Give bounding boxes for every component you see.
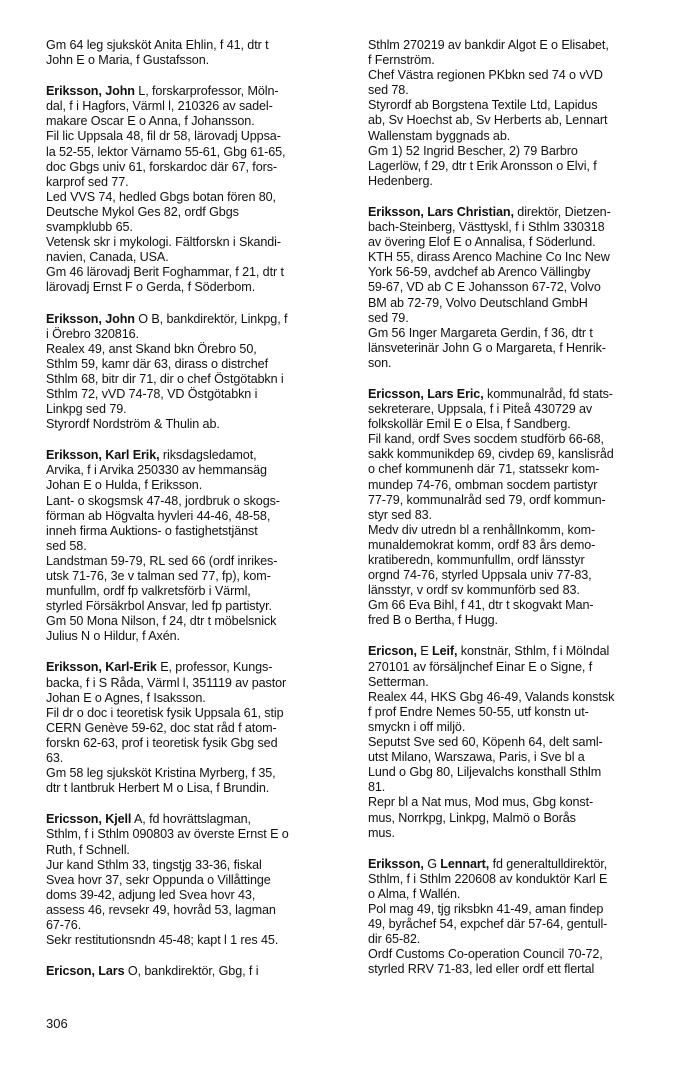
entry-line [46, 691, 338, 706]
entry-line [368, 887, 660, 902]
entry-text: styrled Försäkrbol Ansvar, led fp partistyr. [46, 599, 272, 614]
entry-name: Lennart, [440, 856, 490, 871]
entry-line [368, 795, 660, 810]
entry-line [368, 780, 660, 795]
entry-line [46, 676, 338, 691]
entry-line [46, 569, 338, 584]
entry-text: lärovadj Ernst F o Gerda, f Söderbom. [46, 280, 256, 295]
entry-text: Julius N o Hildur, f Axén. [46, 629, 180, 644]
entry-text: dir 65-82. [368, 932, 421, 947]
entry-line [46, 175, 338, 190]
entry-line [368, 68, 660, 83]
entry-text: sekreterare, Uppsala, f i Piteå 430729 av [368, 402, 593, 417]
entry-text: CERN Genève 59-62, doc stat råd f atom- [46, 720, 277, 735]
entry-line [46, 858, 338, 873]
entry-line [46, 84, 338, 99]
entry-text: la 52-55, lektor Värnamo 55-61, Gbg 61-65, [46, 144, 286, 159]
entry-text: f Fernström. [368, 53, 435, 68]
entry-text: O B, bankdirektör, Linkpg, f [134, 311, 288, 326]
biography-entry [46, 964, 338, 979]
entry-line [46, 843, 338, 858]
entry-line [368, 296, 660, 311]
entry-text: Fil lic Uppsala 48, fil dr 58, lärovadj Uppsa- [46, 129, 281, 144]
entry-line [46, 312, 338, 327]
entry-text: 67-76. [46, 917, 82, 932]
entry-text: riksdagsledamot, [159, 448, 257, 463]
biography-entry [46, 812, 338, 948]
entry-text: BM ab 72-79, Volvo Deutschland GmbH [368, 295, 588, 310]
entry-text: Landstman 59-79, RL sed 66 (ordf inrikes- [46, 553, 278, 568]
entry-line [46, 205, 338, 220]
entry-line [368, 83, 660, 98]
entry-line [368, 53, 660, 68]
entry-text: Sekr restitutionsndn 45-48; kapt l 1 res 45. [46, 933, 279, 948]
entry-line [368, 962, 660, 977]
biography-entry [46, 448, 338, 644]
entry-line [46, 280, 338, 295]
entry-line [368, 402, 660, 417]
entry-text: f prof Endre Nemes 50-55, utf konstn ut- [368, 704, 589, 719]
entry-line [46, 160, 338, 175]
entry-line [46, 478, 338, 493]
entry-name: Leif, [432, 644, 458, 659]
entry-text: svampklubb 65. [46, 220, 133, 235]
entry-line [46, 629, 338, 644]
entry-text: makare Oscar E o Anna, f Johansson. [46, 114, 255, 129]
biography-entry [368, 644, 660, 840]
entry-line [368, 720, 660, 735]
entry-text: sed 79. [368, 310, 409, 325]
biography-entry [46, 84, 338, 295]
entry-text: av övering Elof E o Annalisa, f Söderlund. [368, 235, 596, 250]
biography-entry [368, 38, 660, 189]
entry-line [368, 250, 660, 265]
entry-text: 77-79, kommunalråd sed 79, ordf kommun- [368, 492, 606, 507]
entry-text: Deutsche Mykol Ges 82, ordf Gbgs [46, 204, 239, 219]
entry-text: Pol mag 49, tjg riksbkn 41-49, aman findep [368, 901, 604, 916]
entry-line [368, 660, 660, 675]
entry-line [368, 235, 660, 250]
entry-text: Sthlm 72, vVD 74-78, VD Östgötabkn i [46, 386, 258, 401]
entry-name: Eriksson, [368, 856, 424, 871]
entry-text: direktör, Dietzen- [513, 204, 611, 219]
entry-text: Lagerlöw, f 29, dtr t Erik Aronsson o Elvi, f [368, 158, 597, 173]
entry-line [368, 159, 660, 174]
entry-text: länsveterinär John G o Margareta, f Henrik- [368, 340, 606, 355]
entry-line [46, 584, 338, 599]
entry-line [368, 462, 660, 477]
entry-text: sed 58. [46, 538, 87, 553]
entry-line [46, 129, 338, 144]
entry-text: E [416, 644, 433, 659]
entry-line [46, 357, 338, 372]
entry-text: kratiberedn, kommunfullm, ordf länsstyr [368, 553, 585, 567]
entry-text: folkskollär Emil E o Elsa, f Sandberg. [368, 417, 571, 432]
entry-line [46, 250, 338, 265]
entry-line [368, 326, 660, 341]
entry-line [368, 417, 660, 432]
entry-line [368, 447, 660, 462]
entry-line [46, 873, 338, 888]
biography-entry [368, 205, 660, 371]
entry-line [368, 598, 660, 613]
entry-text: Fil dr o doc i teoretisk fysik Uppsala 61, stip [46, 705, 284, 720]
entry-line [368, 857, 660, 872]
entry-text: Setterman. [368, 674, 429, 689]
entry-name: Ericson, Lars [46, 964, 125, 979]
entry-text: Realex 44, HKS Gbg 46-49, Valands konstsk [368, 689, 615, 704]
entry-name: Eriksson, John [46, 311, 135, 326]
entry-text: Arvika, f i Arvika 250330 av hemmansäg [46, 463, 267, 478]
entry-line [46, 933, 338, 948]
entry-text: A, fd hovrättslagman, [131, 812, 251, 827]
entry-text: bach-Steinberg, Västtyskl, f i Sthlm 330318 [368, 220, 605, 235]
entry-line [46, 964, 338, 979]
entry-line [368, 872, 660, 887]
entry-line [368, 129, 660, 144]
entry-text: sed 78. [368, 83, 409, 98]
entry-text: Jur kand Sthlm 33, tingstjg 33-36, fiskal [46, 857, 262, 872]
entry-text: Styrordf ab Borgstena Textile Ltd, Lapidus [368, 98, 598, 113]
entry-line [46, 463, 338, 478]
entry-line [368, 735, 660, 750]
entry-text: styrled RRV 71-83, led eller ordf ett flertal [368, 962, 595, 977]
entry-line [368, 38, 660, 53]
entry-text: doms 39-42, adjung led Svea hovr 43, [46, 887, 256, 902]
entry-line [46, 38, 338, 53]
entry-line [46, 599, 338, 614]
entry-line [46, 417, 338, 432]
entry-line [46, 220, 338, 235]
entry-text: doc Gbgs univ 61, forskardoc där 67, fors- [46, 159, 277, 174]
entry-line [368, 902, 660, 917]
entry-text: Lund o Gbg 80, Liljevalchs konsthall Sthlm [368, 765, 602, 780]
entry-line [368, 387, 660, 402]
entry-text: styr sed 83. [368, 507, 432, 522]
entry-line [46, 736, 338, 751]
entry-text: Repr bl a Nat mus, Mod mus, Gbg konst- [368, 795, 594, 810]
entry-text: O, bankdirektör, Gbg, f i [124, 964, 259, 979]
entry-line [368, 613, 660, 628]
entry-text: Seputst Sve sed 60, Köpenh 64, delt saml- [368, 735, 603, 750]
entry-text: kommunalråd, fd stats- [483, 386, 613, 401]
entry-line [368, 311, 660, 326]
entry-text: munaldemokrat komm, ordf 83 års demo- [368, 537, 596, 552]
entry-line [368, 675, 660, 690]
entry-text: Vetensk skr i mykologi. Fältforskn i Skandi- [46, 235, 281, 250]
entry-line [368, 705, 660, 720]
entry-text: 81. [368, 780, 386, 795]
entry-text: Hedenberg. [368, 173, 433, 188]
entry-text: utst Milano, Warszawa, Paris, i Sve bl a [368, 750, 585, 765]
entry-text: Gm 50 Mona Nilson, f 24, dtr t möbelsnick [46, 614, 277, 629]
entry-text: York 56-59, avdchef ab Arenco Vällingby [368, 265, 591, 280]
entry-name: Eriksson, John [46, 84, 135, 99]
entry-text: mus, Norrkpg, Linkpg, Malmö o Borås [368, 810, 576, 825]
entry-line [368, 220, 660, 235]
entry-text: son. [368, 355, 392, 370]
entry-text: konstnär, Sthlm, f i Mölndal [457, 644, 610, 659]
entry-line [368, 917, 660, 932]
entry-text: Sthlm 59, kamr där 63, dirass o distrchef [46, 356, 268, 371]
entry-text: Gm 66 Eva Bihl, f 41, dtr t skogvakt Man- [368, 598, 594, 613]
entry-text: backa, f i S Råda, Värml l, 351119 av pastor [46, 675, 287, 690]
entry-line [368, 341, 660, 356]
entry-name: Eriksson, Karl Erik, [46, 448, 160, 463]
entry-line [46, 660, 338, 675]
page-number: 306 [46, 1016, 68, 1031]
entry-line [46, 402, 338, 417]
entry-text: dal, f i Hagfors, Värml l, 210326 av sadel- [46, 99, 273, 114]
entry-text: smyckn i off miljö. [368, 719, 466, 734]
entry-text: assess 46, revsekr 49, hovråd 53, lagman [46, 902, 276, 917]
entry-line [46, 812, 338, 827]
entry-line [368, 811, 660, 826]
entry-line [368, 280, 660, 295]
entry-text: Wallenstam byggnads ab. [368, 128, 511, 143]
entry-line [46, 781, 338, 796]
biography-entry [368, 387, 660, 629]
entry-line [46, 614, 338, 629]
biography-entry [46, 312, 338, 433]
entry-line [368, 356, 660, 371]
entry-line [368, 113, 660, 128]
entry-line [368, 98, 660, 113]
entry-text: Ordf Customs Co-operation Council 70-72, [368, 947, 603, 962]
entry-text: orgnd 74-76, styrled Uppsala univ 77-83, [368, 568, 592, 583]
entry-line [368, 144, 660, 159]
entry-line [368, 553, 660, 568]
entry-text: John E o Maria, f Gustafsson. [46, 53, 209, 68]
entry-text: L, forskarprofessor, Möln- [134, 84, 279, 99]
entry-line [46, 99, 338, 114]
entry-line [46, 524, 338, 539]
entry-line [46, 918, 338, 933]
entry-text: inneh firma Auktions- o fastighetstjänst [46, 523, 258, 538]
entry-line [368, 568, 660, 583]
entry-line [46, 372, 338, 387]
entry-text: Johan E o Agnes, f Isaksson. [46, 690, 206, 705]
entry-line [368, 432, 660, 447]
entry-name: Eriksson, Lars Christian, [368, 204, 514, 219]
entry-line [46, 903, 338, 918]
entry-text: KTH 55, dirass Arenco Machine Co Inc New [368, 250, 610, 265]
entry-text: G [423, 856, 441, 871]
entry-text: mundep 74-76, ombman socdem partistyr [368, 477, 598, 492]
entry-text: navien, Canada, USA. [46, 250, 169, 265]
entry-line [46, 706, 338, 721]
entry-line [368, 538, 660, 553]
entry-text: Gm 46 lärovadj Berit Foghammar, f 21, dtr t [46, 265, 284, 280]
entry-text: Sthlm, f i Sthlm 220608 av konduktör Karl E [368, 871, 608, 886]
entry-line [46, 827, 338, 842]
entry-line [368, 690, 660, 705]
entry-line [46, 114, 338, 129]
entry-text: 49, byråchef 54, expchef där 57-64, gentull- [368, 917, 608, 932]
entry-text: 59-67, VD ab C E Johansson 67-72, Volvo [368, 280, 601, 295]
entry-text: munfullm, ordf fp valkretsförb i Värml, [46, 584, 251, 599]
entry-line [368, 493, 660, 508]
entry-text: Linkpg sed 79. [46, 402, 127, 417]
biography-entry [46, 38, 338, 68]
entry-name: Eriksson, Karl-Erik [46, 660, 157, 675]
entry-text: o Alma, f Wallén. [368, 886, 461, 901]
entry-text: 270101 av försäljnchef Einar E o Signe, f [368, 659, 593, 674]
entry-text: utsk 71-76, 3e v talman sed 77, fp), kom- [46, 569, 271, 583]
entry-text: Gm 58 leg sjuksköt Kristina Myrberg, f 35, [46, 766, 276, 781]
entry-line [46, 190, 338, 205]
left-column [46, 38, 338, 995]
entry-line [46, 327, 338, 342]
entry-line [46, 509, 338, 524]
entry-line [368, 523, 660, 538]
entry-line [368, 644, 660, 659]
entry-text: fd generaltulldirektör, [489, 856, 608, 871]
entry-line [368, 174, 660, 189]
entry-text: o chef kommunenh där 71, statssekr kom- [368, 462, 600, 477]
entry-text: Realex 49, anst Skand bkn Örebro 50, [46, 341, 257, 356]
entry-line [368, 265, 660, 280]
entry-text: i Örebro 320816. [46, 326, 139, 341]
entry-text: forskn 62-63, prof i teoretisk fysik Gbg sed [46, 735, 278, 750]
entry-line [46, 766, 338, 781]
entry-line [46, 265, 338, 280]
entry-line [368, 932, 660, 947]
entry-line [368, 583, 660, 598]
entry-text: ab, Sv Hoechst ab, Sv Herberts ab, Lennart [368, 113, 608, 128]
entry-line [46, 751, 338, 766]
entry-line [46, 448, 338, 463]
entry-text: Sthlm, f i Sthlm 090803 av överste Ernst E o [46, 827, 289, 842]
entry-line [46, 888, 338, 903]
entry-text: Chef Västra regionen PKbkn sed 74 o vVD [368, 68, 603, 83]
entry-text: förman ab Högvalta hyvleri 44-46, 48-58, [46, 508, 271, 523]
entry-text: Fil kand, ordf Sves socdem studförb 66-68, [368, 432, 604, 447]
entry-line [368, 478, 660, 493]
entry-line [368, 826, 660, 841]
entry-line [46, 554, 338, 569]
entry-text: Lant- o skogsmsk 47-48, jordbruk o skogs- [46, 493, 280, 508]
entry-line [46, 387, 338, 402]
entry-text: sakk kommunikdep 69, civdep 69, kanslisråd [368, 447, 614, 462]
entry-text: 63. [46, 751, 64, 766]
entry-text: karprof sed 77. [46, 174, 129, 189]
entry-line [368, 947, 660, 962]
entry-name: Ericsson, Lars Eric, [368, 386, 484, 401]
entry-text: Sthlm 270219 av bankdir Algot E o Elisabet, [368, 38, 609, 52]
entry-text: Gm 56 Inger Margareta Gerdin, f 36, dtr t [368, 325, 593, 340]
entry-line [46, 721, 338, 736]
entry-line [46, 53, 338, 68]
entry-text: Styrordf Nordström & Thulin ab. [46, 417, 220, 432]
entry-text: dtr t lantbruk Herbert M o Lisa, f Brundin. [46, 781, 270, 796]
right-column [368, 38, 660, 993]
entry-name: Ericsson, Kjell [46, 812, 132, 827]
entry-text: Medv div utredn bl a renhållnkomm, kom- [368, 522, 596, 537]
entry-text: Johan E o Hulda, f Eriksson. [46, 478, 203, 493]
entry-text: Ruth, f Schnell. [46, 842, 130, 857]
entry-line [46, 494, 338, 509]
entry-text: Sthlm 68, bitr dir 71, dir o chef Östgötabkn i [46, 371, 284, 386]
entry-text: länsstyr, v ordf sv kommunförb sed 83. [368, 583, 580, 598]
entry-line [46, 539, 338, 554]
biography-entry [368, 857, 660, 978]
entry-text: fred B o Bertha, f Hugg. [368, 613, 498, 628]
entry-line [46, 235, 338, 250]
entry-line [368, 508, 660, 523]
entry-text: E, professor, Kungs- [156, 660, 273, 675]
entry-line [368, 750, 660, 765]
entry-line [46, 342, 338, 357]
entry-text: Svea hovr 37, sekr Oppunda o Villåttinge [46, 872, 271, 887]
entry-text: Led VVS 74, hedled Gbgs botan fören 80, [46, 189, 276, 204]
entry-text: Gm 64 leg sjuksköt Anita Ehlin, f 41, dtr t [46, 38, 269, 52]
entry-line [46, 145, 338, 160]
entry-text: mus. [368, 825, 395, 840]
entry-text: Gm 1) 52 Ingrid Bescher, 2) 79 Barbro [368, 143, 578, 158]
biography-entry [46, 660, 338, 796]
entry-line [368, 765, 660, 780]
entry-line [368, 205, 660, 220]
entry-name: Ericson, [368, 644, 417, 659]
